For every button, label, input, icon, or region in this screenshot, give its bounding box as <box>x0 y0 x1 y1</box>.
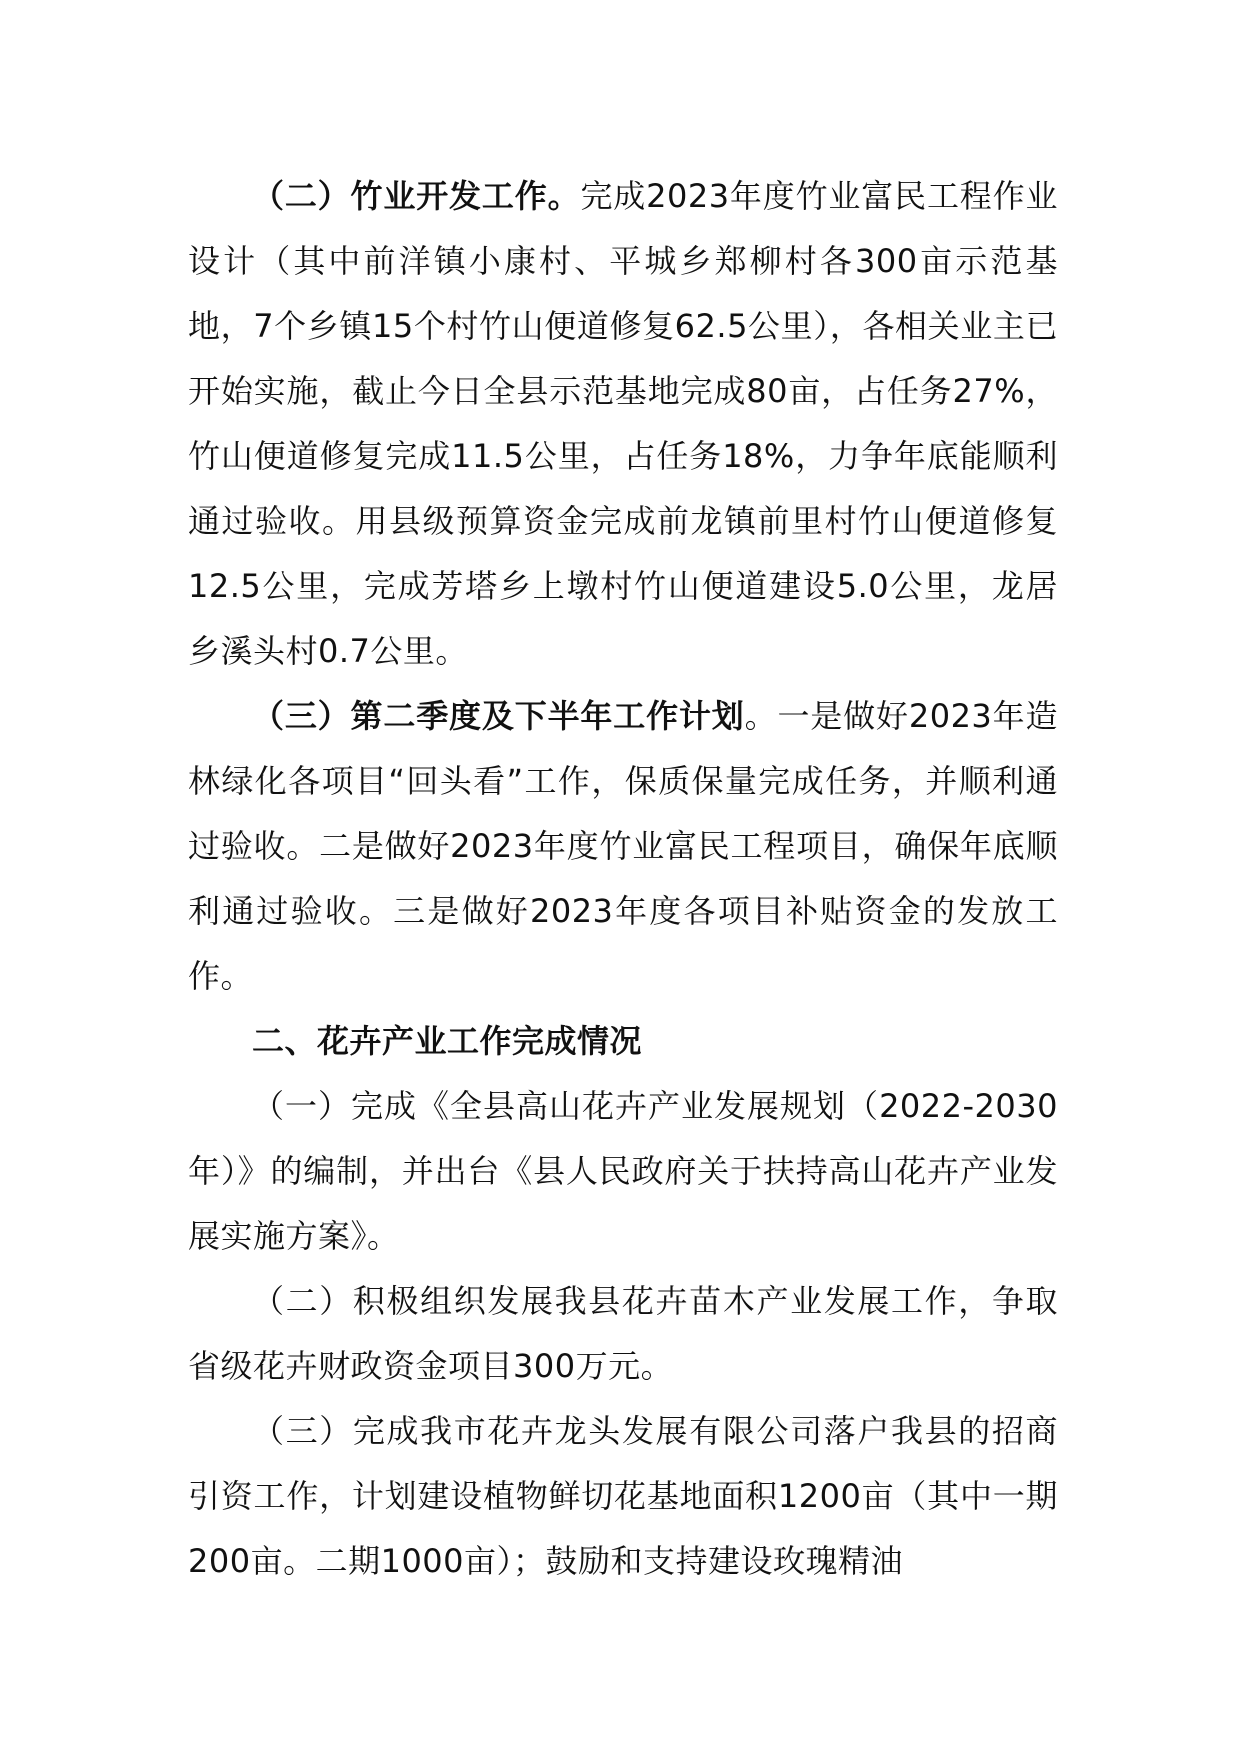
paragraph-flower-investment <box>188 1399 1058 1594</box>
paragraph-text: （一）完成《全县高山花卉产业发展规划（2022-2030年）》的编制，并出台《县人民政府关于扶持高山花卉产业发展实施方案》。 <box>188 1087 1058 1255</box>
section-heading-flower-industry: 二、花卉产业工作完成情况 <box>252 1022 643 1060</box>
paragraph-text: 完成2023年度竹业富民工程作业设计（其中前洋镇小康村、平城乡郑柳村各300亩示范基地，7个乡镇15个村竹山便道修复62.5公里），各相关业主已开始实施，截止今日全县示范基地完成80亩，占任务27%，竹山便道修复完成11.5公里，占任务18%，力争年底能顺利通过验收。用县级预算资金完成前龙镇前里村竹山便道修复12.5公里，完成芳塔乡上墩村竹山便道建设5.0公里，龙居乡溪头村0.7公里。 <box>188 177 1058 670</box>
paragraph-bamboo-development <box>188 164 1058 684</box>
paragraph-lead-heading: （三）第二季度及下半年工作计划 <box>252 697 745 735</box>
paragraph-work-plan <box>188 684 1058 1009</box>
paragraph-text: 。一是做好2023年造林绿化各项目“回头看”工作，保质保量完成任务，并顺利通过验收。二是做好2023年度竹业富民工程项目，确保年底顺利通过验收。三是做好2023年度各项目补贴资金的发放工作。 <box>188 697 1058 995</box>
paragraph-text: （二）积极组织发展我县花卉苗木产业发展工作，争取省级花卉财政资金项目300万元。 <box>188 1282 1058 1385</box>
document-body <box>188 164 1058 1594</box>
paragraph-flower-funding <box>188 1269 1058 1399</box>
paragraph-flower-plan <box>188 1074 1058 1269</box>
paragraph-text: （三）完成我市花卉龙头发展有限公司落户我县的招商引资工作，计划建设植物鲜切花基地面积1200亩（其中一期200亩。二期1000亩）；鼓励和支持建设玫瑰精油 <box>188 1412 1058 1580</box>
paragraph-lead-heading: （二）竹业开发工作。 <box>252 177 581 215</box>
